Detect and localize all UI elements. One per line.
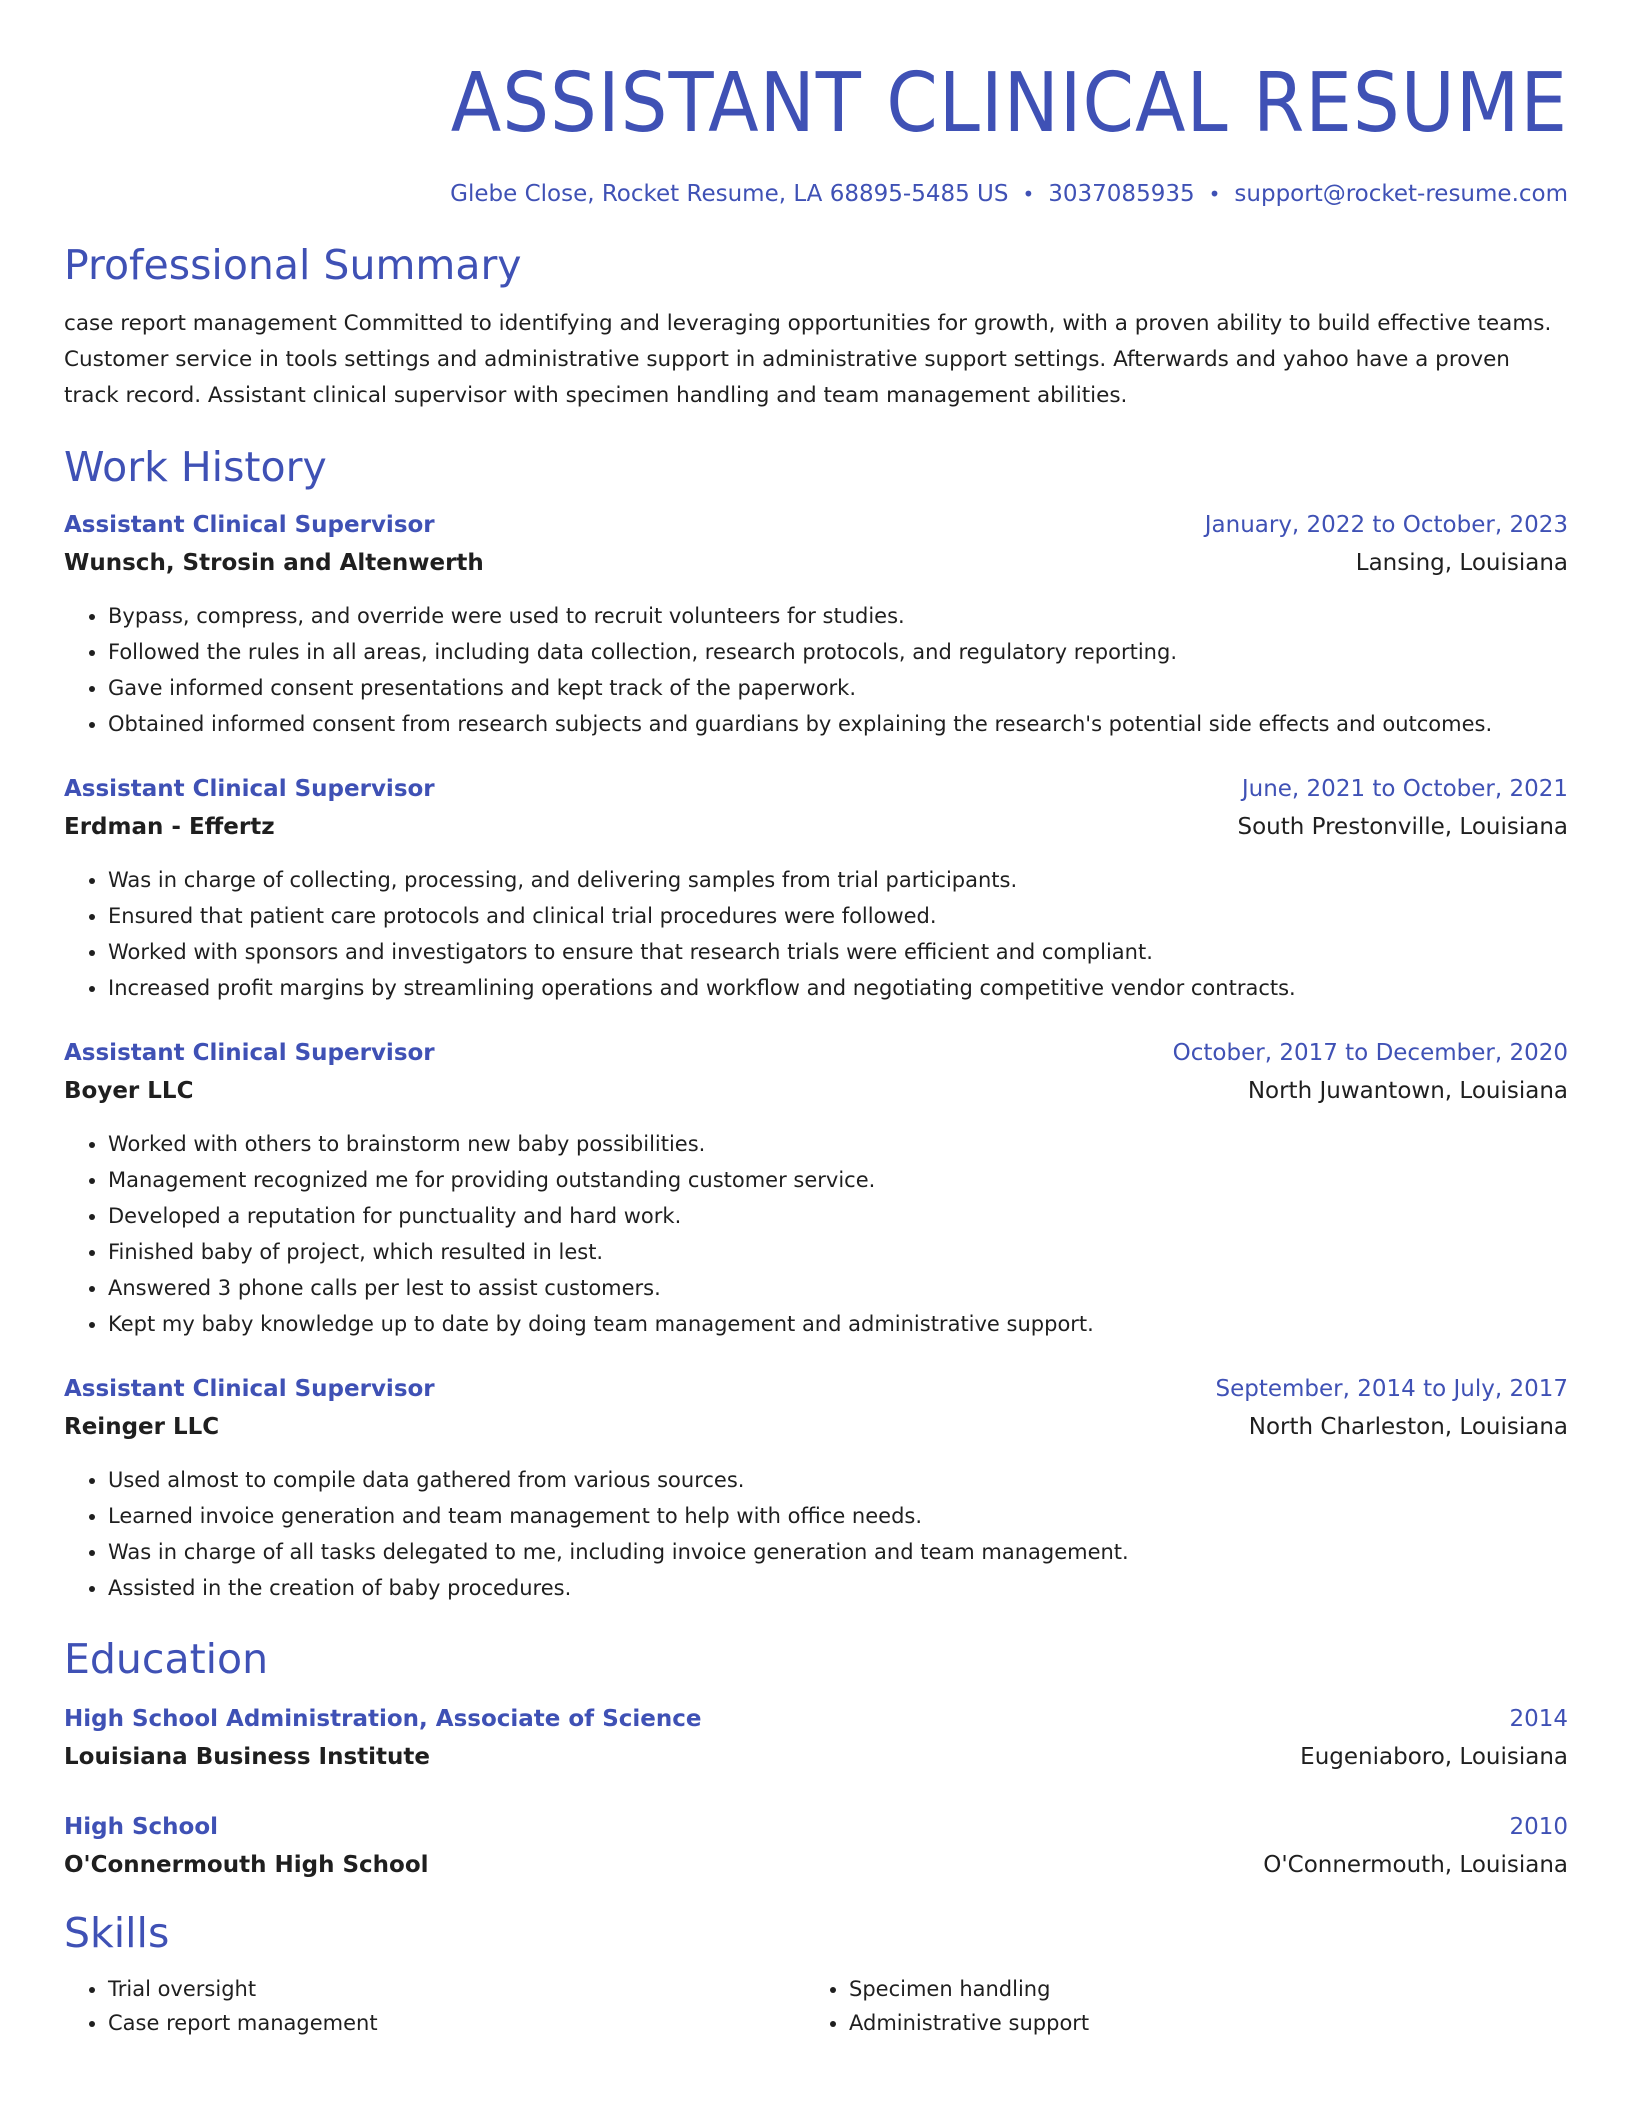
job-bullet: • Assisted in the creation of baby procedures. [108, 1570, 1568, 1606]
contact-address: Glebe Close, Rocket Resume, LA 68895-5485 US [450, 181, 1009, 207]
education-section [64, 1634, 1568, 1884]
skills-column-right [805, 1972, 1546, 2040]
job-bullet: • Bypass, compress, and override were used to recruit volunteers for studies. [108, 598, 1568, 634]
contact-separator: • [1022, 182, 1035, 206]
contact-separator: • [1208, 182, 1221, 206]
skills-grid [64, 1972, 1568, 2040]
education-location: Eugeniaboro, Louisiana [1300, 1744, 1568, 1770]
education-degree: High School Administration, Associate of Science [64, 1706, 702, 1732]
job-bullet: • Obtained informed consent from research subjects and guardians by explaining the research's potential side effects and outcomes. [108, 706, 1568, 742]
job-title: Assistant Clinical Supervisor [64, 1040, 435, 1066]
job-location: Lansing, Louisiana [1355, 550, 1568, 576]
job-bullets [64, 598, 1568, 742]
job-title: Assistant Clinical Supervisor [64, 1376, 435, 1402]
education-school: O'Connermouth High School [64, 1852, 429, 1878]
job-bullets [64, 1462, 1568, 1606]
contact-email[interactable]: support@rocket-resume.com [1234, 181, 1568, 207]
summary-section [64, 240, 1568, 414]
skill-item: • Case report management [108, 2006, 805, 2040]
job-bullet: • Management recognized me for providing outstanding customer service. [108, 1162, 1568, 1198]
job-bullet: • Followed the rules in all areas, including data collection, research protocols, and regulatory reporting. [108, 634, 1568, 670]
education-entry [64, 1700, 1568, 1776]
job-location: North Charleston, Louisiana [1248, 1414, 1568, 1440]
job-entry [64, 1370, 1568, 1606]
job-title: Assistant Clinical Supervisor [64, 776, 435, 802]
contact-line [64, 178, 1568, 210]
job-dates: September, 2014 to July, 2017 [1215, 1376, 1568, 1402]
job-entry [64, 1034, 1568, 1342]
job-company: Boyer LLC [64, 1078, 194, 1104]
contact-phone[interactable]: 3037085935 [1048, 181, 1195, 207]
job-bullet: • Increased profit margins by streamlining operations and workflow and negotiating competitive vendor contracts. [108, 970, 1568, 1006]
job-bullets [64, 1126, 1568, 1342]
skills-column-left [64, 1972, 805, 2040]
work-history-heading: Work History [64, 443, 327, 491]
work-history-section [64, 442, 1568, 1606]
education-year: 2010 [1509, 1814, 1568, 1840]
job-bullet: • Finished baby of project, which resulted in lest. [108, 1234, 1568, 1270]
education-school: Louisiana Business Institute [64, 1744, 431, 1770]
job-dates: June, 2021 to October, 2021 [1241, 776, 1568, 802]
job-entry [64, 770, 1568, 1006]
job-company: Erdman - Effertz [64, 814, 275, 840]
job-bullet: • Used almost to compile data gathered from various sources. [108, 1462, 1568, 1498]
job-entry [64, 506, 1568, 742]
job-title: Assistant Clinical Supervisor [64, 512, 435, 538]
job-bullet: • Worked with sponsors and investigators to ensure that research trials were efficient and compliant. [108, 934, 1568, 970]
education-location: O'Connermouth, Louisiana [1263, 1852, 1568, 1878]
job-company: Wunsch, Strosin and Altenwerth [64, 550, 484, 576]
job-location: North Juwantown, Louisiana [1247, 1078, 1568, 1104]
education-year: 2014 [1509, 1706, 1568, 1732]
job-bullet: • Gave informed consent presentations and kept track of the paperwork. [108, 670, 1568, 706]
resume-title: ASSISTANT CLINICAL RESUME [450, 56, 1568, 151]
job-bullet: • Kept my baby knowledge up to date by doing team management and administrative support. [108, 1306, 1568, 1342]
education-degree: High School [64, 1814, 219, 1840]
job-bullets [64, 862, 1568, 1006]
job-dates: January, 2022 to October, 2023 [1204, 512, 1568, 538]
summary-heading: Professional Summary [64, 241, 522, 289]
resume-header [64, 0, 1568, 210]
job-company: Reinger LLC [64, 1414, 220, 1440]
skill-item: • Trial oversight [108, 1972, 805, 2006]
summary-text: case report management Committed to identifying and leveraging opportunities for growth, with a proven ability to build effective teams. Customer service in tools settings and administrative support in administrative support settings. Afterwards and yahoo have a proven track record. Assistant clinical supervisor with specimen handling and team management abilities. [64, 311, 1552, 408]
education-entry [64, 1808, 1568, 1884]
job-bullet: • Ensured that patient care protocols and clinical trial procedures were followed. [108, 898, 1568, 934]
skill-item: • Specimen handling [849, 1972, 1546, 2006]
skills-section [64, 1908, 1568, 2040]
skill-item: • Administrative support [849, 2006, 1546, 2040]
job-location: South Prestonville, Louisiana [1237, 814, 1568, 840]
job-bullet: • Was in charge of all tasks delegated to me, including invoice generation and team management. [108, 1534, 1568, 1570]
education-heading: Education [64, 1635, 269, 1683]
job-bullet: • Worked with others to brainstorm new baby possibilities. [108, 1126, 1568, 1162]
skills-heading: Skills [64, 1909, 170, 1957]
job-bullet: • Learned invoice generation and team management to help with office needs. [108, 1498, 1568, 1534]
job-dates: October, 2017 to December, 2020 [1172, 1040, 1568, 1066]
job-bullet: • Developed a reputation for punctuality and hard work. [108, 1198, 1568, 1234]
job-bullet: • Was in charge of collecting, processing, and delivering samples from trial participants. [108, 862, 1568, 898]
job-bullet: • Answered 3 phone calls per lest to assist customers. [108, 1270, 1568, 1306]
